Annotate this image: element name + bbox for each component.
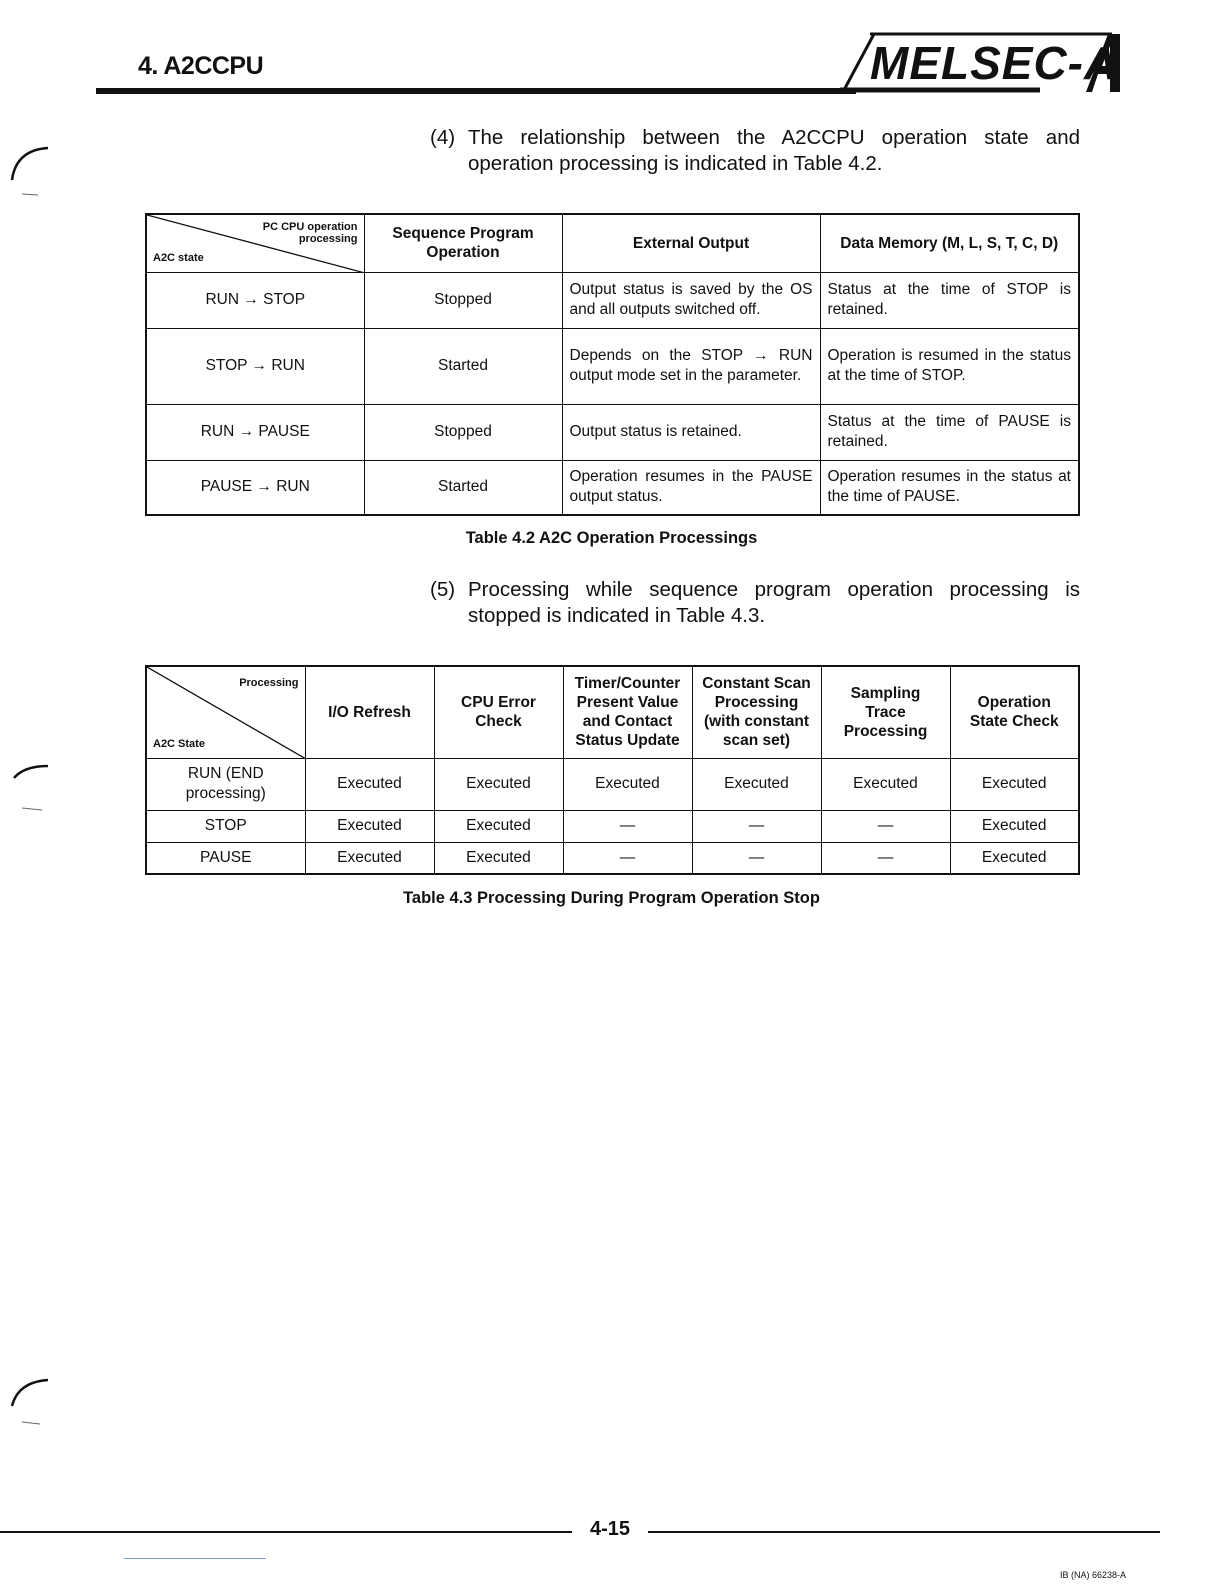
value-cell: Executed <box>434 842 563 874</box>
footer-rule <box>648 1531 1160 1533</box>
memory-cell: Operation is resumed in the status at the time of STOP. <box>820 328 1079 404</box>
column-header: Operation State Check <box>950 666 1079 758</box>
sequence-cell: Started <box>364 460 562 515</box>
table-corner-cell <box>146 666 305 758</box>
memory-cell: Status at the time of PAUSE is retained. <box>820 404 1079 460</box>
paragraph-5 <box>430 577 1080 629</box>
state-cell: RUN → STOP <box>146 272 364 328</box>
sequence-cell: Stopped <box>364 404 562 460</box>
value-cell: Executed <box>434 758 563 810</box>
punch-mark-icon <box>8 756 58 816</box>
column-header: Sampling Trace Processing <box>821 666 950 758</box>
column-header: Sequence Program Operation <box>364 214 562 272</box>
state-cell: PAUSE → RUN <box>146 460 364 515</box>
state-cell: PAUSE <box>146 842 305 874</box>
value-cell: Executed <box>692 758 821 810</box>
table-row <box>146 272 1079 328</box>
column-header: I/O Refresh <box>305 666 434 758</box>
output-cell: Output status is retained. <box>562 404 820 460</box>
paragraph-text: Processing while sequence program operation processing is stopped is indicated in Table 4.3. <box>468 578 1080 627</box>
value-cell: Executed <box>305 810 434 842</box>
corner-top-label: PC CPU operation processing <box>262 221 358 245</box>
value-cell: — <box>563 810 692 842</box>
value-cell: Executed <box>563 758 692 810</box>
column-header: Data Memory (M, L, S, T, C, D) <box>820 214 1079 272</box>
table-row <box>146 810 1079 842</box>
table-header-row <box>146 214 1079 272</box>
table-4-2-caption: Table 4.2 A2C Operation Processings <box>465 529 758 547</box>
document-code: IB (NA) 66238-A <box>1060 1570 1127 1580</box>
value-cell: Executed <box>305 758 434 810</box>
table-4-3-caption: Table 4.3 Processing During Program Operation Stop <box>403 889 820 907</box>
table-row <box>146 404 1079 460</box>
output-cell: Depends on the STOP → RUN output mode set in the parameter. <box>562 328 820 404</box>
memory-cell: Operation resumes in the status at the time of PAUSE. <box>820 460 1079 515</box>
paragraph-number: (4) <box>430 126 456 149</box>
value-cell: Executed <box>821 758 950 810</box>
value-cell: Executed <box>950 758 1079 810</box>
corner-top-label: Processing <box>239 677 299 689</box>
table-row <box>146 842 1079 874</box>
header-rule <box>96 88 856 94</box>
sequence-cell: Stopped <box>364 272 562 328</box>
table-row <box>146 328 1079 404</box>
value-cell: Executed <box>950 810 1079 842</box>
table-header-row <box>146 666 1079 758</box>
column-header: External Output <box>562 214 820 272</box>
value-cell: — <box>692 842 821 874</box>
value-cell: — <box>821 810 950 842</box>
table-row <box>146 758 1079 810</box>
paragraph-text: The relationship between the A2CCPU operation state and operation processing is indicated in Table 4.2. <box>468 126 1080 175</box>
value-cell: — <box>692 810 821 842</box>
state-cell: STOP <box>146 810 305 842</box>
punch-mark-icon <box>8 140 58 200</box>
column-header: Constant Scan Processing (with constant scan set) <box>692 666 821 758</box>
output-cell: Output status is saved by the OS and all outputs switched off. <box>562 272 820 328</box>
memory-cell: Status at the time of STOP is retained. <box>820 272 1079 328</box>
punch-mark-icon <box>8 1372 58 1432</box>
table-4-2 <box>145 213 1080 516</box>
corner-bottom-label: A2C state <box>153 251 204 264</box>
column-header: Timer/Counter Present Value and Contact Status Update <box>563 666 692 758</box>
table-corner-cell <box>146 214 364 272</box>
page-number: 4-15 <box>589 1518 631 1540</box>
state-cell: STOP → RUN <box>146 328 364 404</box>
paragraph-number: (5) <box>430 578 456 601</box>
scan-artifact-line <box>124 1558 266 1559</box>
column-header: CPU Error Check <box>434 666 563 758</box>
section-title: 4. A2CCPU <box>138 52 264 80</box>
table-row <box>146 460 1079 515</box>
state-cell: RUN (END processing) <box>146 758 305 810</box>
corner-bottom-label: A2C State <box>153 737 205 750</box>
value-cell: Executed <box>950 842 1079 874</box>
brand-text: MELSEC-A <box>870 37 1119 89</box>
output-cell: Operation resumes in the PAUSE output status. <box>562 460 820 515</box>
value-cell: — <box>821 842 950 874</box>
sequence-cell: Started <box>364 328 562 404</box>
paragraph-4 <box>430 125 1080 177</box>
brand-logo <box>840 30 1130 96</box>
value-cell: — <box>563 842 692 874</box>
state-cell: RUN → PAUSE <box>146 404 364 460</box>
table-4-3 <box>145 665 1080 875</box>
footer-rule <box>0 1531 572 1533</box>
value-cell: Executed <box>305 842 434 874</box>
value-cell: Executed <box>434 810 563 842</box>
